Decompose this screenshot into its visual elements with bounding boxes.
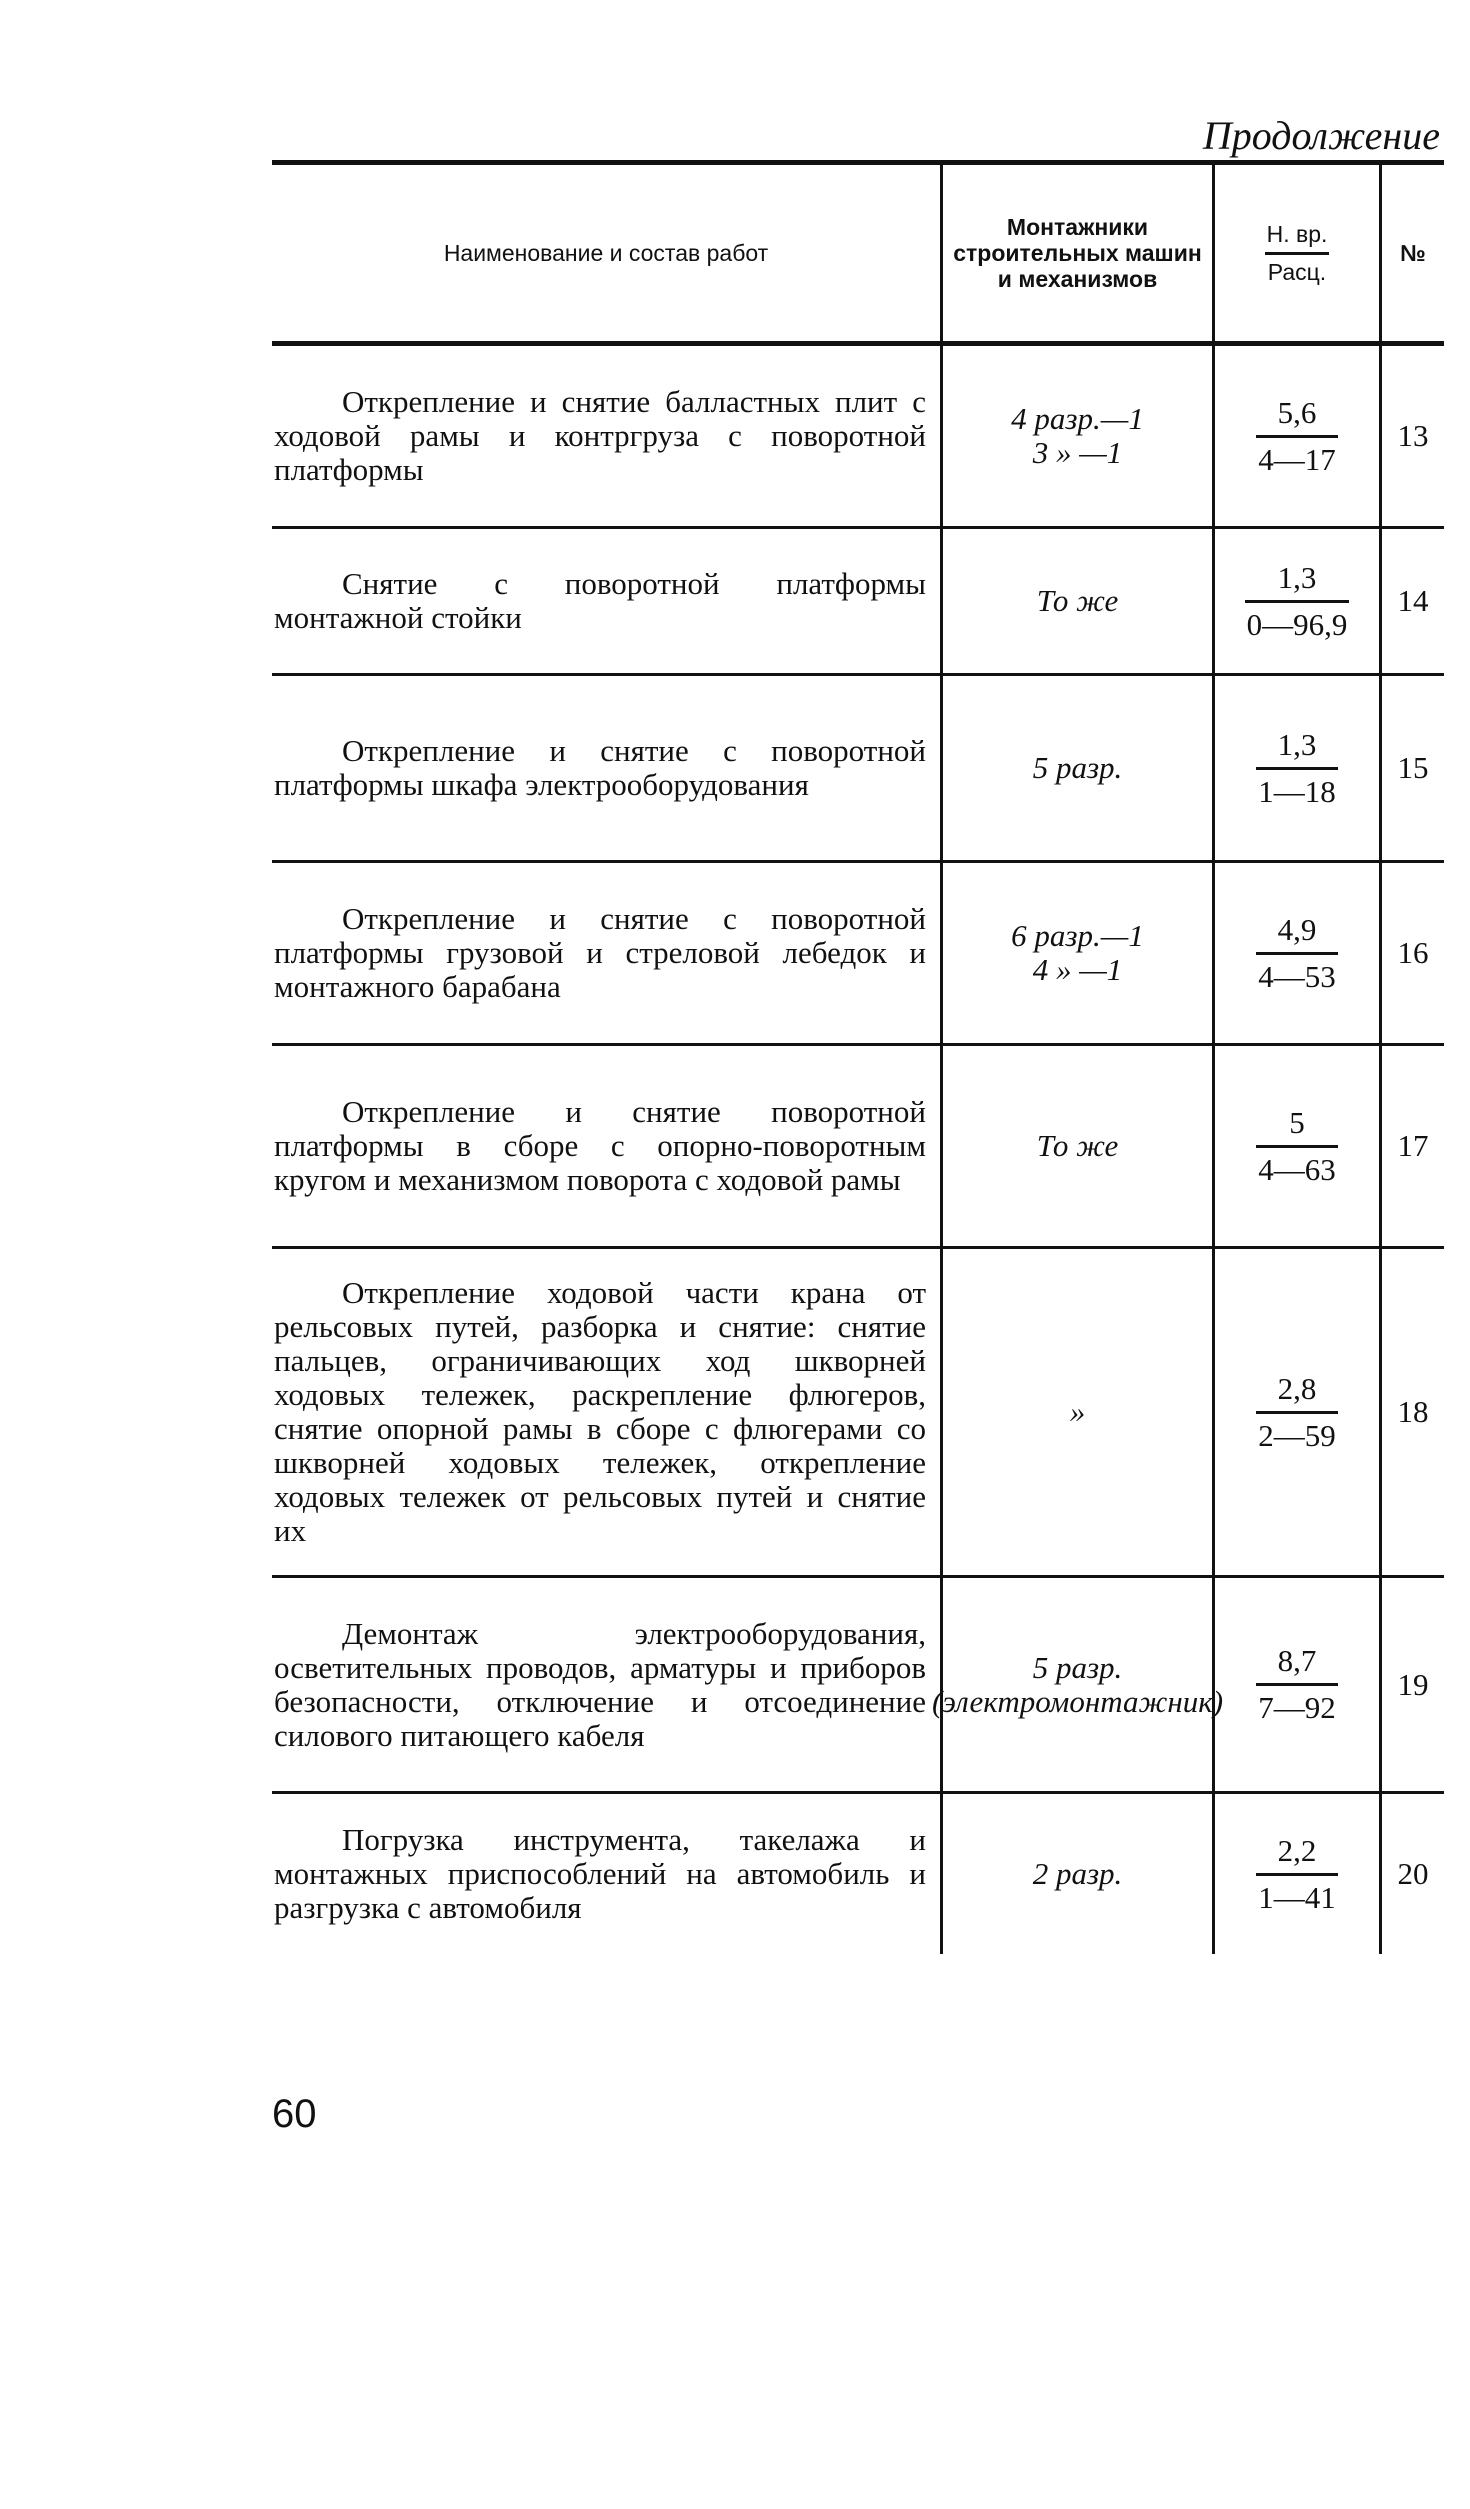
row-description-text: Открепление ходовой части крана от рельсовых путей, разборка и снятие: снятие пальцев, ограничивающих ход шкворней ходовых тележек, раскрепление флюгеров, снятие опорной рамы в сборе с флюгерами со шкворней ходовых тележек, открепление ходовых тележек от рельсовых путей и снятие их — [274, 1275, 926, 1548]
table-body — [272, 346, 1444, 1954]
row-time-norm: 2,8 — [1277, 1370, 1317, 1406]
continued-label: Продолжение — [1202, 113, 1440, 158]
row-workers-text: 4 разр.—1 3 » —1 — [1011, 401, 1144, 470]
row-workers — [940, 1794, 1215, 1954]
row-rate: 7—92 — [1258, 1690, 1336, 1725]
header-norm-rate: Расц. — [1267, 258, 1327, 285]
header-number: № — [1400, 239, 1426, 266]
header-norm-time: Н. вр. — [1266, 220, 1328, 247]
row-workers-text: То же — [1036, 1128, 1119, 1163]
row-workers — [940, 863, 1215, 1043]
table-row — [272, 1578, 1444, 1791]
row-norm — [1215, 1578, 1382, 1791]
row-workers-text: 5 разр. (электромонтажник) — [931, 1649, 1224, 1719]
row-description-text: Открепление и снятие с поворотной платформы шкафа электрооборудования — [274, 733, 926, 802]
row-workers-text: То же — [1036, 583, 1119, 618]
row-norm — [1215, 1249, 1382, 1575]
row-workers — [931, 1578, 1224, 1791]
row-norm — [1215, 1794, 1382, 1954]
row-description — [272, 863, 940, 1043]
row-rate: 2—59 — [1258, 1417, 1336, 1453]
row-description-text: Открепление и снятие балластных плит с ходовой рамы и контргруза с поворотной платформы — [274, 384, 926, 487]
header-name: Наименование и состав работ — [443, 239, 769, 266]
row-description — [272, 1046, 940, 1246]
row-description-text: Демонтаж электрооборудования, осветительных проводов, арматуры и приборов безопасности, отключение и отсоединение силового питающего кабеля — [274, 1615, 926, 1753]
header-workers: Монтажники строительных машин и механизмов — [940, 165, 1215, 341]
row-time-norm: 8,7 — [1277, 1643, 1317, 1678]
header-norm — [1215, 165, 1382, 341]
norms-table — [272, 160, 1444, 1954]
row-description — [272, 676, 940, 860]
page-number: 60 — [272, 2092, 317, 2136]
row-rate: 1—18 — [1258, 773, 1336, 809]
row-workers — [940, 1249, 1215, 1575]
row-description — [272, 1794, 940, 1954]
table-row — [272, 346, 1444, 526]
row-description-text: Открепление и снятие с поворотной платформы грузовой и стреловой лебедок и монтажного барабана — [274, 901, 926, 1004]
row-number: 16 — [1397, 935, 1429, 970]
table-row — [272, 1794, 1444, 1954]
row-time-norm: 1,3 — [1277, 726, 1317, 762]
row-rate: 1—41 — [1258, 1879, 1336, 1915]
row-workers — [940, 1046, 1215, 1246]
row-description-text: Погрузка инструмента, такелажа и монтажных приспособлений на автомобиль и разгрузка с автомобиля — [274, 1822, 926, 1925]
row-time-norm: 4,9 — [1277, 911, 1317, 947]
row-description-text: Открепление и снятие поворотной платформы в сборе с опорно-поворотным кругом и механизмом поворота с ходовой рамы — [274, 1094, 926, 1197]
table-row — [272, 1046, 1444, 1246]
row-rate: 4—63 — [1258, 1151, 1336, 1187]
row-norm — [1215, 863, 1382, 1043]
row-number: 17 — [1397, 1128, 1429, 1163]
row-description — [272, 346, 940, 526]
row-number: 13 — [1397, 418, 1429, 453]
row-workers-text: 6 разр.—1 4 » —1 — [1011, 918, 1144, 987]
row-time-norm: 5,6 — [1277, 394, 1317, 430]
row-workers-text: 5 разр. — [1032, 750, 1123, 785]
row-norm — [1215, 529, 1382, 673]
row-norm — [1215, 1046, 1382, 1246]
row-number: 18 — [1397, 1394, 1429, 1429]
row-description-text: Снятие с поворотной платформы монтажной стойки — [274, 566, 926, 635]
row-workers — [940, 676, 1215, 860]
row-description — [272, 1578, 940, 1791]
row-time-norm: 1,3 — [1277, 559, 1317, 595]
row-workers — [940, 346, 1215, 526]
table-row — [272, 676, 1444, 860]
row-norm — [1215, 676, 1382, 860]
row-number: 15 — [1397, 750, 1429, 785]
row-norm — [1215, 346, 1382, 526]
row-number: 20 — [1397, 1856, 1429, 1891]
row-workers — [940, 529, 1215, 673]
row-description — [272, 1249, 940, 1575]
table-row — [272, 1249, 1444, 1575]
row-rate: 4—17 — [1258, 441, 1336, 477]
row-workers-text: » — [1069, 1394, 1086, 1429]
table-row — [272, 863, 1444, 1043]
row-rate: 0—96,9 — [1246, 606, 1348, 642]
row-description — [272, 529, 940, 673]
row-number: 19 — [1397, 1666, 1429, 1702]
row-time-norm: 5 — [1289, 1104, 1305, 1140]
table-row — [272, 529, 1444, 673]
row-workers-text: 2 разр. — [1032, 1856, 1123, 1891]
table-header — [272, 165, 1444, 341]
row-number: 14 — [1397, 583, 1429, 618]
row-rate: 4—53 — [1258, 958, 1336, 994]
row-time-norm: 2,2 — [1277, 1832, 1317, 1868]
